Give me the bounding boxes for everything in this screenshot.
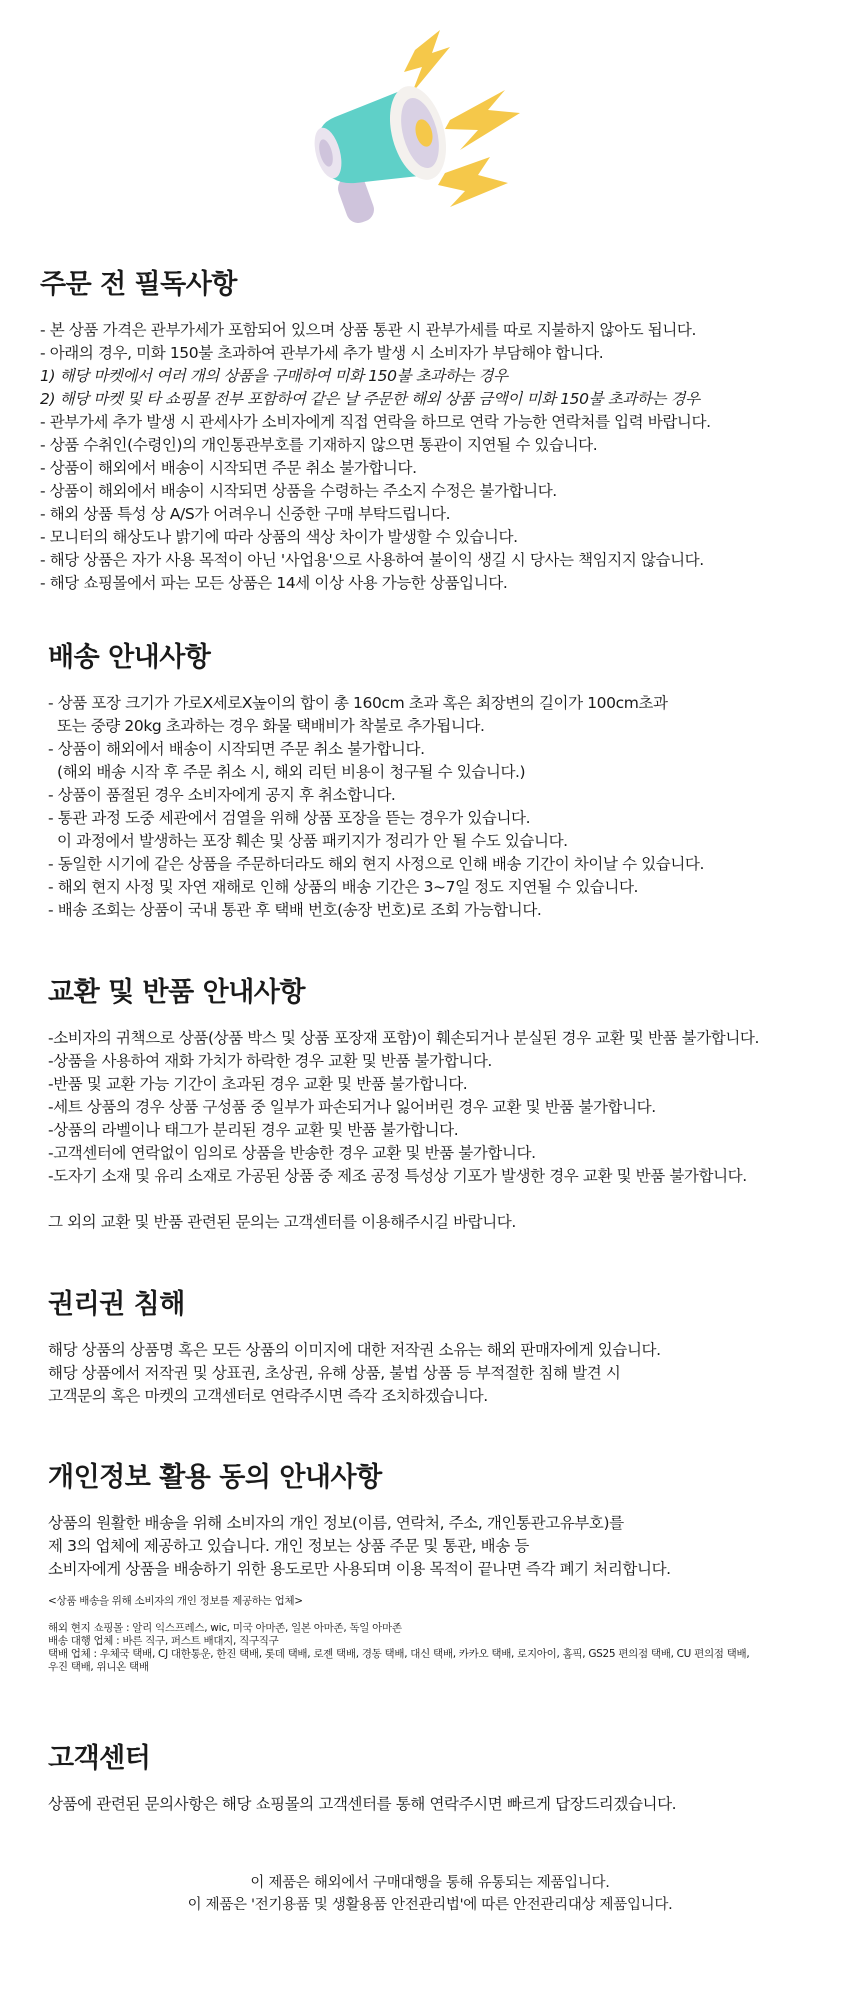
notice-line: -세트 상품의 경우 상품 구성품 중 일부가 파손되거나 잃어버린 경우 교환 및 반품 불가합니다. — [48, 1098, 656, 1116]
notice-line: 그 외의 교환 및 반품 관련된 문의는 고객센터를 이용해주시길 바랍니다. — [48, 1213, 516, 1231]
notice-line: -소비자의 귀책으로 상품(상품 박스 및 상품 포장재 포함)이 훼손되거나 분실된 경우 교환 및 반품 불가합니다. — [48, 1029, 760, 1047]
spacer — [48, 1188, 838, 1211]
footer-line: 이 제품은 해외에서 구매대행을 통해 유통되는 제품입니다. — [250, 1875, 610, 1891]
notice-line: - 상품이 해외에서 배송이 시작되면 주문 취소 불가합니다. — [40, 459, 417, 477]
notice-line: - 해당 쇼핑몰에서 파는 모든 상품은 14세 이상 사용 가능한 상품입니다. — [40, 574, 508, 592]
vendor-line: 배송 대행 업체 : 바른 직구, 퍼스트 배대지, 직구직구 — [48, 1635, 279, 1647]
notice-line: 또는 중량 20kg 초과하는 경우 화물 택배비가 착불로 추가됩니다. — [48, 717, 485, 735]
notice-line: 상품에 관련된 문의사항은 해당 쇼핑몰의 고객센터를 통해 연락주시면 빠르게 답장드리겠습니다. — [48, 1795, 677, 1813]
notice-line: 소비자에게 상품을 배송하기 위한 용도로만 사용되며 이용 목적이 끝나면 즉각 폐기 처리합니다. — [48, 1560, 671, 1578]
section-title: 개인정보 활용 동의 안내사항 — [48, 1462, 382, 1493]
notice-line: - 배송 조회는 상품이 국내 통관 후 택배 번호(송장 번호)로 조회 가능합니다. — [48, 901, 542, 919]
notice-line: -반품 및 교환 가능 기간이 초과된 경우 교환 및 반품 불가합니다. — [48, 1075, 468, 1093]
notice-list — [48, 692, 838, 922]
notice-line: - 해당 상품은 자가 사용 목적이 아닌 '사업용'으로 사용하여 불이익 생길 시 당사는 책임지지 않습니다. — [40, 551, 704, 569]
vendor-list-title: <상품 배송을 위해 소비자의 개인 정보를 제공하는 업체> — [48, 1595, 303, 1607]
lightning-bolt-icon — [445, 90, 520, 150]
vendor-list — [48, 1622, 838, 1674]
notice-line: - 상품이 해외에서 배송이 시작되면 주문 취소 불가합니다. — [48, 740, 425, 758]
section-customer-center — [48, 1736, 838, 1816]
notice-line: 1) 해당 마켓에서 여러 개의 상품을 구매하여 미화 150불 초과하는 경우 — [40, 367, 508, 385]
megaphone-icon — [300, 25, 560, 240]
notice-line: 제 3의 업체에 제공하고 있습니다. 개인 정보는 상품 주문 및 통관, 배송 등 — [48, 1537, 529, 1555]
notice-line: - 해외 현지 사정 및 자연 재해로 인해 상품의 배송 기간은 3~7일 정도 지연될 수 있습니다. — [48, 878, 639, 896]
notice-line: - 통관 과정 도중 세관에서 검열을 위해 상품 포장을 뜯는 경우가 있습니다. — [48, 809, 531, 827]
footer-notice — [0, 1872, 860, 1916]
notice-line: -도자기 소재 및 유리 소재로 가공된 상품 중 제조 공정 특성상 기포가 발생한 경우 교환 및 반품 불가합니다. — [48, 1167, 747, 1185]
section-title: 권리권 침해 — [48, 1289, 185, 1320]
notice-list — [48, 1027, 838, 1234]
section-title: 교환 및 반품 안내사항 — [48, 977, 305, 1008]
lightning-bolt-icon — [438, 157, 508, 207]
notice-line: (해외 배송 시작 후 주문 취소 시, 해외 리턴 비용이 청구될 수 있습니다.) — [48, 763, 526, 781]
vendor-line: 우진 택배, 위니온 택배 — [48, 1661, 149, 1673]
section-shipping-notice — [48, 635, 838, 922]
notice-line: - 상품이 품절된 경우 소비자에게 공지 후 취소합니다. — [48, 786, 396, 804]
notice-list — [48, 1793, 838, 1816]
lightning-bolt-icon — [404, 30, 450, 93]
section-privacy-consent — [48, 1455, 838, 1674]
footer-line: 이 제품은 '전기용품 및 생활용품 안전관리법'에 따른 안전관리대상 제품입니다. — [187, 1897, 673, 1913]
notice-line: 해당 상품에서 저작권 및 상표권, 초상권, 유해 상품, 불법 상품 등 부적절한 침해 발견 시 — [48, 1364, 621, 1382]
notice-line: 이 과정에서 발생하는 포장 훼손 및 상품 패키지가 정리가 안 될 수도 있습니다. — [48, 832, 568, 850]
section-rights-infringement — [48, 1282, 838, 1408]
notice-line: - 관부가세 추가 발생 시 관세사가 소비자에게 직접 연락을 하므로 연락 가능한 연락처를 입력 바랍니다. — [40, 413, 711, 431]
notice-line: 상품의 원활한 배송을 위해 소비자의 개인 정보(이름, 연락처, 주소, 개인통관고유부호)를 — [48, 1514, 624, 1532]
notice-line: - 상품이 해외에서 배송이 시작되면 상품을 수령하는 주소지 수정은 불가합니다. — [40, 482, 557, 500]
vendor-line: 택배 업체 : 우체국 택배, CJ 대한통운, 한진 택배, 롯데 택배, 로젠 택배, 경동 택배, 대신 택배, 카카오 택배, 로지아이, 홈픽, GS25 편의점 택배, CU 편의점 택배, — [48, 1648, 750, 1660]
section-title: 배송 안내사항 — [48, 642, 211, 673]
section-title: 주문 전 필독사항 — [40, 269, 237, 300]
section-exchange-return-notice — [48, 970, 838, 1234]
notice-line: 해당 상품의 상품명 혹은 모든 상품의 이미지에 대한 저작권 소유는 해외 판매자에게 있습니다. — [48, 1341, 661, 1359]
section-title: 고객센터 — [48, 1743, 151, 1774]
notice-line: -상품을 사용하여 재화 가치가 하락한 경우 교환 및 반품 불가합니다. — [48, 1052, 492, 1070]
notice-line: - 모니터의 해상도나 밝기에 따라 상품의 색상 차이가 발생할 수 있습니다. — [40, 528, 518, 546]
notice-line: 2) 해당 마켓 및 타 쇼핑몰 전부 포함하여 같은 날 주문한 해외 상품 금액이 미화 150불 초과하는 경우 — [40, 390, 700, 408]
notice-line: - 상품 수취인(수령인)의 개인통관부호를 기재하지 않으면 통관이 지연될 수 있습니다. — [40, 436, 598, 454]
notice-list — [48, 1339, 838, 1408]
notice-line: -상품의 라벨이나 태그가 분리된 경우 교환 및 반품 불가합니다. — [48, 1121, 459, 1139]
section-pre-order-notice — [40, 262, 830, 595]
notice-line: - 아래의 경우, 미화 150불 초과하여 관부가세 추가 발생 시 소비자가 부담해야 합니다. — [40, 344, 604, 362]
notice-line: - 본 상품 가격은 관부가세가 포함되어 있으며 상품 통관 시 관부가세를 따로 지불하지 않아도 됩니다. — [40, 321, 697, 339]
notice-line: - 해외 상품 특성 상 A/S가 어려우니 신중한 구매 부탁드립니다. — [40, 505, 451, 523]
vendor-line: 해외 현지 쇼핑몰 : 알리 익스프레스, wic, 미국 아마존, 일본 아마존, 독일 아마존 — [48, 1622, 402, 1634]
notice-line: -고객센터에 연락없이 임의로 상품을 반송한 경우 교환 및 반품 불가합니다. — [48, 1144, 536, 1162]
notice-line: - 동일한 시기에 같은 상품을 주문하더라도 해외 현지 사정으로 인해 배송 기간이 차이날 수 있습니다. — [48, 855, 705, 873]
notice-line: 고객문의 혹은 마켓의 고객센터로 연락주시면 즉각 조치하겠습니다. — [48, 1387, 488, 1405]
notice-line: - 상품 포장 크기가 가로X세로X높이의 합이 총 160cm 초과 혹은 최장변의 길이가 100cm초과 — [48, 694, 668, 712]
notice-list — [48, 1512, 838, 1581]
notice-list — [40, 319, 830, 595]
